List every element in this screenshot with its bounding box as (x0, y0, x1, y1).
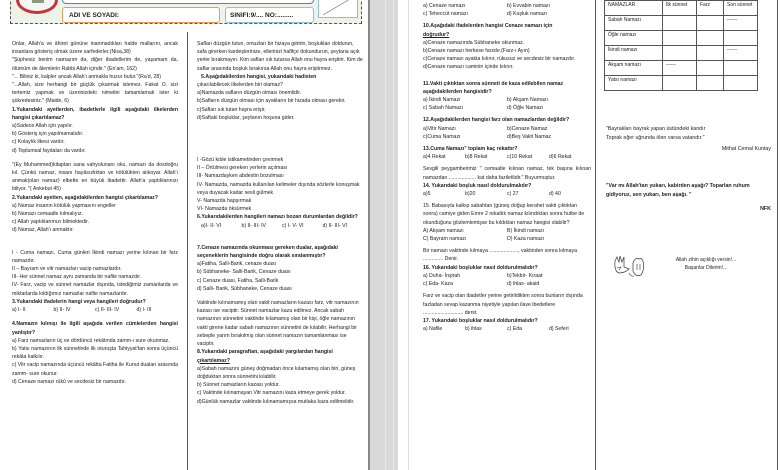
question-5: 5.Aşağıdakilerden hangisi, yukarıdaki hadisten (201, 73, 317, 80)
option[interactable]: d) Cenaze namazı rükû ve secdesiz bir namazdır. (12, 378, 126, 385)
question-2: 2.Yukarıdaki ayetten, aşağıdakilerden hangisi çıkartılamaz? (12, 194, 158, 201)
option[interactable]: d) Kuşluk namazı (507, 11, 548, 18)
option[interactable]: c) Vitr vacip namazında üçüncü rekâtta Fatiha ile Kunut duaları arasında zamm- sure okunur. (12, 362, 178, 377)
list-item: III- Namazdayken abdestin bozulması (197, 173, 284, 180)
verse: "Şüphesiz benim namazım da, diğer ibadetlerim de, yaşamam da, ölümüm de âlemlerin Rabbi Allah içindir." (En'am, 162) (12, 57, 178, 72)
table-row (605, 31, 758, 46)
question-10: 10.Aşağıdaki ifadelerden hangisi Cenaze namazı için (423, 23, 553, 30)
question-10-rest: doğrudur? (423, 31, 450, 38)
option[interactable]: d) Namaz, Allah'ı anmaktır. (12, 227, 74, 234)
worksheet-page-right (398, 0, 780, 470)
table-cell[interactable] (663, 16, 697, 31)
table-header: İlk sünnet (663, 1, 697, 16)
option[interactable]: d) Seferi (549, 326, 569, 333)
option[interactable]: d) Öğle Namazı (507, 105, 544, 112)
option[interactable]: c) Eda (507, 326, 522, 333)
verse: "...Allah, size herhangi bir güçlük çıkarmak istemez. Fakat O, sizi tertemiz yapmak ve üzerinizdeki nimetini tamamlamak ister ki şükredesiniz." (Maide, 6) (12, 82, 178, 105)
paragraph: Vaktinde kılınamamış olan vakit namazların kazası farz, vitr namazının kazası ise vaciptir. Sünnet namazlar kaza edilmez. Ancak sabah namazının sünnetini vaktinde kılamamış olan bir kişi, öğle namazının vakti girene kadar sabah namazının sünnetini de kılabilir. Herhangi bir sebeple yarım bırakılmış olan sünnet namazın tamamlanması ise vaciptir. (197, 300, 359, 348)
table-cell: Öğle namazı (605, 31, 663, 46)
closing-wish (656, 256, 756, 272)
column-divider (187, 32, 188, 470)
question-3: 3.Yukarıdaki ifadelerin hangi veya hangileri doğrudur? (12, 298, 146, 305)
options-row (423, 125, 591, 133)
option[interactable]: d)Saftaki boşluklar, şeytanın hoşuna gider. (197, 114, 295, 121)
option[interactable]: c) Vaktinde kılınamayan Vitr namazını kaza etmeye gerek yoktur. (197, 390, 346, 397)
option[interactable]: d) II- III- VI (322, 222, 347, 229)
table-row (605, 76, 758, 91)
option[interactable]: C) Bayram namazı (423, 236, 467, 243)
table-row (605, 16, 758, 31)
list-item: IV- Namazda, namazda kullanılan kelimeler dışında sözlerle konuşmak veya duyacak kadar sesli gülmek (197, 181, 360, 196)
option[interactable]: d) 40 (549, 191, 561, 198)
option[interactable]: c) Teheccüt namazı (423, 11, 468, 18)
title-box (62, 0, 314, 4)
quote-line: "Bayrakları bayrak yapan üstündeki kandır (606, 126, 706, 132)
fill-in-text: Bir namazı vaktinde kılmaya ...................., vaktinden sonra kılmaya .............. Denir. (423, 248, 577, 263)
options-row (197, 222, 363, 230)
poem-quote (606, 125, 771, 154)
option[interactable]: b) Gösteriş için yapılmamalıdır. (12, 131, 84, 138)
question-13: 13.Cuma Namazı" toplam kaç rekattır? (423, 146, 518, 153)
table-row (605, 46, 758, 61)
options-row (12, 306, 178, 314)
verse: Onlar, Allah'a ve âhiret gününe inanmadıkları halde mallarını, ancak insanlara gösteriş olmak üzere sarfederler.(Nisa,38) (12, 41, 178, 56)
options-row (423, 227, 591, 235)
option[interactable]: c)Safları sık tutan hayra erişir. (197, 106, 266, 113)
table-cell: İkindi namazı (605, 46, 663, 61)
option[interactable]: a) İkindi Namazı (423, 97, 461, 104)
table-cell[interactable] (663, 46, 697, 61)
options-row (423, 10, 591, 18)
table-cell[interactable] (697, 46, 724, 61)
option[interactable]: b)20 (465, 191, 476, 198)
fill-in-text: Farz ve vacip olan ibadetler yerine getirildikten sonra bunların dışında fazladan sevap kazanma niyetiyle yapılan ilave ibedetlere ............................ denir. (423, 293, 583, 316)
option[interactable]: b) II- III- IV (241, 222, 266, 229)
option[interactable]: c) II- III- IV (95, 307, 120, 314)
option[interactable]: a) Farz namazların üç ve dördüncü rekâtında zamm-ı sure okunmaz. (12, 337, 170, 344)
option[interactable]: a)5 (423, 191, 431, 198)
quote-author: NFK (760, 206, 771, 212)
table-header: Son sünnet (724, 1, 758, 16)
option[interactable]: d) Toplumsal faydaları da vardır. (12, 147, 86, 154)
page-gutter (393, 0, 394, 470)
option[interactable]: a)Fatiha, Salli-Barik, cenaze duası (197, 261, 277, 268)
question-15: 15. Babasıyla kalkıp sabahtan (güneş doğup kerahet vakti çıktıktan sonra) camiye giden Emre 2 rekatlık namaz kılındıktan sonra hutbe de okunduğunu gözlemlemişse bu kıldıkları namaz hangisi olabilir? (423, 203, 585, 226)
table-cell: ------ (724, 46, 758, 61)
option[interactable]: b)Cenaze namazı herkese farzdır.(Farz-ı Ayın) (423, 48, 530, 55)
option[interactable]: d)Cenaze namazı caminin içinde kılınır. (423, 64, 514, 71)
option[interactable]: b) Akşam Namazı (507, 97, 548, 104)
table-cell[interactable] (724, 76, 758, 91)
class-label: SINIFI:9/.... NO:......... (230, 12, 294, 19)
table-cell[interactable] (724, 31, 758, 46)
question-16: 16. Yukarıdaki boşluklar nasıl doldurulmalıdır? (423, 264, 538, 271)
question-6: 6.Yukarıdakilerden hangileri namazı bozan durumlardan değildir? (197, 214, 358, 221)
option[interactable]: d)6 Rekat (549, 154, 572, 161)
option[interactable]: c) I- V- VI (282, 222, 304, 229)
option[interactable]: a) I- II (12, 307, 26, 314)
list-item: V- Namazda hapşırmak (197, 198, 252, 205)
option[interactable]: b) Yatsı namazının ilk sünnetinde ilk oturuşta Tahiyyat'tan sonra üçüncü rekâta kalkılır. (12, 345, 178, 361)
options-row (423, 104, 591, 112)
option[interactable]: a) Nafile (423, 326, 443, 333)
option[interactable]: a)Namazda safların düzgün olması önemlidir. (197, 90, 302, 97)
waving-hands-icon (611, 255, 653, 283)
option[interactable]: c) Sabah Namazı (423, 105, 464, 112)
statement: II – Bayram ve vitr namazları vacip namazlardır. (12, 266, 122, 273)
question-5-rest: çıkarılabilecek ilkelerden biri olamaz? (197, 82, 283, 89)
option[interactable]: a)Sadece Allah için yapılır. (12, 123, 73, 130)
table-cell[interactable] (663, 76, 697, 91)
table-cell: ------ (724, 16, 758, 31)
list-item: II – Örtülmesi gereken yerlerin açılması (197, 165, 288, 172)
options-row (423, 96, 591, 104)
nfk-quote (606, 182, 771, 214)
option[interactable]: A) Akşam namazı (423, 227, 464, 234)
table-cell[interactable] (724, 61, 758, 76)
option[interactable]: b) Evvabin namazı (507, 3, 550, 9)
option[interactable]: d) I- III (136, 307, 152, 314)
options-row (423, 133, 591, 141)
table-cell[interactable] (697, 61, 724, 76)
option[interactable]: b) Sübhaneke- Salli-Barik, Cenaze duası (197, 269, 291, 276)
question-17: 17. Yukarıdaki boşluklar nasıl doldurulmalıdır? (423, 317, 538, 324)
options-row (423, 280, 591, 288)
question-1: 1.Yukarıdaki ayetlerden, ibadetlerle ilgili aşağıdaki ilkelerden hangisi çıkartılamaz? (12, 106, 178, 121)
table-cell[interactable] (697, 31, 724, 46)
left-column-2 (197, 40, 363, 406)
option[interactable]: c) Kolaylık ilkesi vardır. (12, 139, 65, 146)
option[interactable]: c) Eda- Kaza (423, 281, 453, 288)
option[interactable]: c)10 Rekat (507, 154, 533, 161)
list-item: VI- Namazda öksürmek (197, 206, 252, 213)
option[interactable]: b) II- IV (53, 307, 71, 314)
options-row (423, 153, 591, 161)
option[interactable]: a)Vitir Namazı (423, 125, 456, 132)
options-row (423, 325, 591, 333)
option[interactable]: D) Kaza namazı (507, 236, 545, 243)
option[interactable]: d) ihlas- akaid (507, 281, 540, 288)
statement: III- Her sünnet namaz aynı zamanda bir nafile namazdır. (12, 274, 142, 281)
table-cell: Akşam namazı (605, 61, 663, 76)
option[interactable]: B) İkindi namazı (507, 227, 545, 234)
wish-line: Başarılar Dilerim!... (684, 265, 728, 271)
table-cell: Sabah Namazı (605, 16, 663, 31)
question-8: 8.Yukarıdaki paragraftan, aşağıdaki yargılardan hangisi (197, 349, 333, 356)
page-gutter (385, 0, 386, 470)
option[interactable]: b)Tekbir- Kıraat (507, 272, 543, 279)
option[interactable]: a)Cenaze namazında Sübhaneke okunmaz. (423, 39, 525, 46)
question-11: 11.Vakti çıktıktan sonra sünneti de kaza edilebilen namaz aşağıdakilerden hangisidir? (423, 80, 564, 95)
table-cell[interactable] (697, 76, 724, 91)
table-header: Farz (697, 1, 724, 16)
worksheet-page-left (0, 0, 370, 470)
option[interactable]: c)Cenaze namazı ayakta kılınır, rükusuz ve secdesiz bir namazdır. (423, 56, 576, 63)
left-column-1 (12, 40, 178, 386)
wish-line: Allah zihin açıklığı versin!... (675, 257, 737, 263)
prayer-table (604, 0, 758, 91)
option[interactable]: c) Cenaze duası, Fatiha, Salli-Barik (197, 277, 279, 284)
question-8-rest: çıkartılamaz? (197, 357, 230, 364)
statement: I - Cuma namazı, Cuma günleri İkindi namazı yerine kılınan bir farz namazdır. (12, 249, 178, 264)
statement: IV- Farz, vacip ve sünnet namazlar dışında, istediğimiz zamanlarda ve miktarlarda kıldığımız namazlar nafile namazlardır. (12, 282, 178, 297)
option[interactable]: d) Salli- Barik, Sübhaneke, Cenaze duası (197, 285, 292, 292)
question-7: 7.Cenaze namazında okunması gereken dualar, aşağıdaki seçeneklerin hangisinde doğru olarak sıralanmıştır? (197, 244, 338, 260)
name-field[interactable] (62, 7, 220, 23)
verse: "... Biliniz ki, kalpler ancak Allah'ı anmakla huzur bulur."(Ra'd, 28) (12, 73, 161, 80)
class-field[interactable] (225, 7, 314, 23)
name-label: ADI VE SOYADI: (69, 12, 119, 19)
hadith: Sevgili peygamberimiz " cemaatle kılınan namaz, tek başına kılınan namazdan ................... kat daha faziletlidir." Buyurmuştur. (423, 166, 591, 181)
option[interactable]: b)8 Rekat (465, 154, 488, 161)
option[interactable]: a)4 Rekat (423, 154, 446, 161)
question-4: 4.Namazın kılınışı ile ilgili aşağıda verilen cümlelerden hangisi yanlıştır? (12, 321, 178, 336)
score-box (318, 0, 358, 18)
table-header: NAMAZLAR (605, 1, 663, 16)
list-item: I -Gözü kıble istikametinden çevirmek (197, 157, 284, 164)
option[interactable]: b)Cenaze Namaz (507, 125, 548, 132)
option[interactable]: c)Cuma Namazı (423, 133, 461, 140)
table-cell: Yatsı namazı (605, 76, 663, 91)
option[interactable]: d)Günlük namazlar vaktinde kılınamamışsa mutlaka kaza edilmelidir. (197, 398, 355, 405)
table-cell: ------ (663, 61, 697, 76)
margin-line (408, 0, 409, 470)
score-slash-icon (319, 0, 359, 19)
quote-text: "Var mı Allah'tan yukarı, kabirden aşağı? Toparlan ruhum gidiyoruz, sen yukarı, ben aşağı. " (606, 183, 750, 198)
option[interactable]: b) Namazı cemaatle kılmalıyız. (12, 211, 83, 218)
options-row (423, 2, 591, 10)
options-row (423, 272, 591, 280)
option[interactable]: b) ihlas (465, 326, 482, 333)
option[interactable]: b) Sünnet namazların kazası yoktur. (197, 382, 280, 389)
right-column-1 (423, 2, 591, 333)
option[interactable]: d)Beş Vakit Namaz (507, 133, 552, 140)
option[interactable]: c) Allah yaptıklarımızı bilmektedir. (12, 219, 89, 226)
table-header-row (605, 1, 758, 16)
quote-line: Toprak eğer uğrunda ölen varsa vatandır." (606, 134, 705, 141)
table-cell[interactable] (697, 16, 724, 31)
option[interactable]: a)Sabah namazını güneş doğmadan önce kılamamış olan biri, güneş doğduktan sonra sünnetini kılabilir. (197, 365, 356, 380)
verse: "(Ey Muhammed)kitaptan sana vahyolunanı oku, namazı da dosdoğru kıl. Çünkü namaz, insanı hayâsızlıktan ve kötülükten alıkoyar. Allah'ı anmak(olan namaz) elbette en büyük ibadettir. Allah'a yaptıklarınızı biliyor. "( Ankebut 45) (12, 161, 178, 193)
table-cell[interactable] (663, 31, 697, 46)
question-14: 14. Yukarıdaki boşluk nasıl doldurulmalıdır? (423, 182, 532, 189)
options-row (423, 190, 591, 198)
option[interactable]: c) 27 (507, 191, 519, 198)
options-row (423, 235, 591, 243)
quote-author: Mithat Cemal Kuntay (721, 146, 771, 152)
option[interactable]: a) Cenaze namazı (423, 3, 466, 9)
option[interactable]: a) Duha- İnşirah (423, 272, 461, 279)
table-row (605, 61, 758, 76)
hadith: Safları düzgün tutun, omuzları bir hizaya getirin, boşlukları doldurun, safa girerken kardeşlerinize, ellerinizi hafifçe dokundurun, şeytana açık yerler bırakmayın. Kim safları sık tutarsa Allah onu hayra eriştirir. Kim de saflar arasında boşluk bırakırsa Allah onu hayra eriştirmez. (197, 41, 363, 72)
question-12: 12.Aşağıdakilerden hangisi farz olan namazlardan değildir? (423, 117, 570, 124)
option[interactable]: a) Namaz insanın kötülük yapmasını engeller (12, 202, 116, 209)
option[interactable]: b)Safların düzgün olması için ayakların bir hizada olması gerekir. (197, 98, 346, 105)
option[interactable]: a)I- II- VI (201, 222, 222, 229)
